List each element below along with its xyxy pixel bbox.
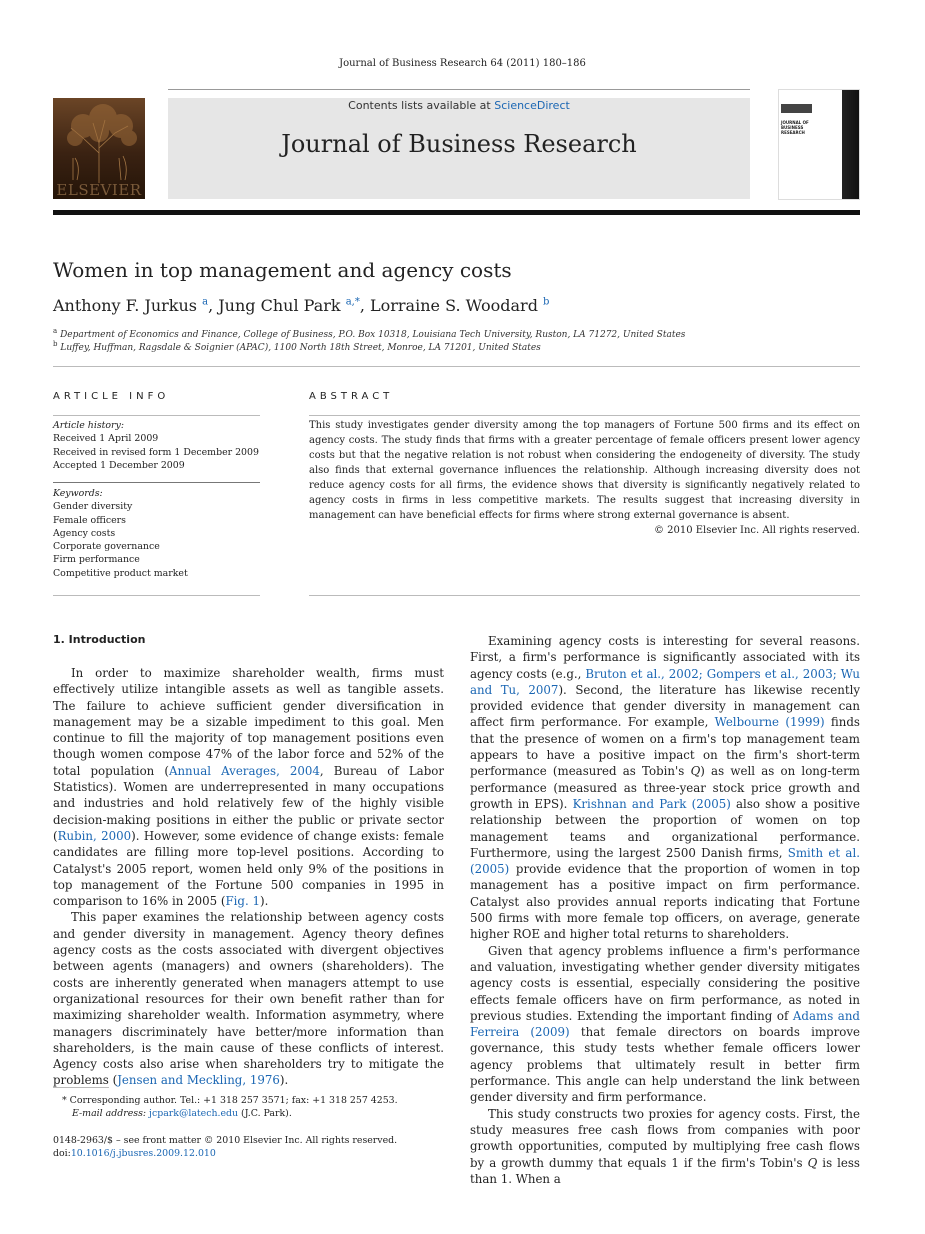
author-name: Lorraine S. Woodard — [370, 296, 538, 315]
section-heading: 1. Introduction — [53, 633, 146, 646]
keyword: Female officers — [53, 514, 126, 526]
citation-link[interactable]: Jensen and Meckling, 1976 — [117, 1073, 280, 1088]
citation-link[interactable]: Bruton et al., 2002; Gompers et al., 2003; Wu and Tu, 2007 — [470, 666, 860, 697]
elsevier-logo — [53, 98, 145, 199]
citation-link[interactable]: Adams and Ferreira (2009) — [470, 1008, 860, 1040]
doi-link[interactable]: 10.1016/j.jbusres.2009.12.010 — [70, 1148, 216, 1159]
history-item: Accepted 1 December 2009 — [53, 459, 185, 471]
citation-link[interactable]: Smith et al. (2005) — [470, 845, 860, 877]
divider — [53, 482, 260, 483]
cover-title: JOURNAL OF BUSINESS RESEARCH — [781, 120, 809, 135]
elsevier-wordmark: ELSEVIER — [56, 181, 142, 199]
paragraph — [470, 943, 860, 1106]
keyword: Gender diversity — [53, 501, 133, 513]
issn-line: 0148-2963/$ – see front matter © 2010 Elsevier Inc. All rights reserved. — [53, 1135, 398, 1146]
variable-q: Q — [807, 1155, 818, 1170]
article-title: Women in top management and agency costs — [53, 258, 512, 282]
keyword: Competitive product market — [53, 567, 188, 579]
cover-image — [781, 104, 812, 113]
divider — [53, 595, 260, 596]
abstract-text: This study investigates gender diversity among the top managers of Fortune 500 firms and its effect on agency costs. The study finds that firms with a greater percentage of female officers present lower agency costs but that the negative relation is not robust when considering the endogeneity of diversity. The study also finds that external governance influences the relationship. Although increasing diversity does not reduce agency costs for all firms, the evidence shows that diversity is significantly negatively related to agency costs in firms in less competitive markets. The results suggest that increasing diversity in management can have beneficial effects for firms where strong external governance is absent. — [309, 420, 860, 521]
text: Examining agency costs is interesting for several reasons. First, a firm's performance is significantly associated with its agency costs (e.g., — [470, 634, 860, 681]
paragraph — [470, 1106, 860, 1187]
cover-stripe — [842, 90, 859, 199]
text: is less than 1. When a — [470, 1155, 860, 1186]
sciencedirect-link[interactable]: ScienceDirect — [494, 99, 570, 112]
corresponding-author-note: * Corresponding author. Tel.: +1 318 257 3571; fax: +1 318 257 4253. — [62, 1095, 398, 1106]
divider — [53, 366, 860, 367]
text: provide evidence that the proportion of women in top management has a positive impact on firm performance. Catalyst also provides annual reports indicating that Fortune 500 firms with more female top officers, on average, generate higher ROE and higher total returns to shareholders. — [470, 862, 860, 942]
history-item: Received in revised form 1 December 2009 — [53, 446, 259, 458]
copyright-notice: © 2010 Elsevier Inc. All rights reserved. — [653, 525, 860, 536]
text: This paper examines the relationship between agency costs and gender diversity in management. Agency theory defines agency costs as the costs associated with divergent objectives between agents (managers) and owners (shareholders). The costs are inherently generated when managers attempt to use organizational resources for their own benefit rather than for maximizing shareholder wealth. Information asymmetry, where managers discriminately have better/more information than shareholders, is the main cause of these conflicts of interest. Agency costs also arise when shareholders try to mitigate the problems ( — [53, 910, 444, 1088]
figure-link[interactable]: Fig. 1 — [225, 894, 260, 909]
text: ). However, some evidence of change exists: female candidates are filling more top-level positions. According to Catalyst's 2005 report, women held only 9% of the positions in top management of the Fortune 500 companies in 1995 in comparison to 16% in 2005 ( — [53, 828, 444, 909]
divider — [309, 595, 860, 596]
text: also show a positive relationship between the proportion of women on top management teams and organizational performance. Furthermore, using the largest 2500 Danish firms, — [470, 796, 860, 860]
body-column-left — [53, 665, 444, 1089]
email-suffix: (J.C. Park). — [238, 1108, 292, 1119]
affiliation-a — [53, 327, 685, 340]
keyword: Agency costs — [53, 527, 116, 539]
affil-text: Department of Economics and Finance, College of Business, P.O. Box 10318, Louisiana Tech University, Ruston, LA 71272, United States — [60, 330, 686, 340]
author-name: Jung Chul Park — [218, 296, 341, 315]
text: ). — [259, 894, 269, 909]
affil-marker: a — [53, 327, 58, 335]
affiliation-b — [53, 340, 541, 353]
text: This study constructs two proxies for agency costs. First, the study measures free cash flows from companies with poor growth opportunities, computed by multiplying free cash flows by a growth dummy that equals 1 if the firm's Tobin's — [470, 1106, 860, 1170]
text: , Bureau of Labor Statistics). Women are underrepresented in many occupations and industries and hold relatively few of the highly visible decision-making positions in either the public or private sector ( — [53, 763, 444, 843]
paragraph — [53, 665, 444, 909]
footnote-rule — [53, 1087, 109, 1088]
contents-prefix: Contents lists available at — [348, 99, 495, 112]
keywords-label: Keywords: — [53, 488, 103, 499]
abstract-body — [309, 418, 860, 538]
divider — [53, 415, 260, 416]
history-label: Article history: — [53, 420, 124, 431]
abstract-heading: ABSTRACT — [309, 391, 394, 402]
keywords — [53, 487, 260, 580]
text: finds that the presence of women on a firm's top management team appears to have a positive impact on the firm's short-term performance (measured as Tobin's — [470, 715, 860, 779]
text: In order to maximize shareholder wealth, firms must effectively utilize intangible assets as well as tangible assets. The failure to achieve sufficient gender diversification in management may be a sizable impediment to this goal. Men continue to fill the majority of top management positions even though women compose 47% of the labor force and 52% of the total population ( — [53, 666, 444, 778]
citation-link[interactable]: Krishnan and Park (2005) — [572, 796, 731, 811]
keyword: Corporate governance — [53, 541, 160, 553]
text: Given that agency problems influence a firm's performance and valuation, investigating whether gender diversity mitigates agency costs is essential, especially considering the positive effects female officers have on firm performance, as noted in previous studies. Extending the important finding of — [470, 943, 860, 1023]
journal-cover-thumbnail — [778, 89, 860, 200]
keyword: Firm performance — [53, 554, 140, 566]
article-info-heading: ARTICLE INFO — [53, 391, 170, 402]
footnote — [62, 1094, 398, 1120]
journal-citation-line: Journal of Business Research 64 (2011) 180–186 — [339, 58, 586, 69]
paragraph — [53, 909, 444, 1088]
author-name: Anthony F. Jurkus — [53, 296, 198, 315]
author-list: Anthony F. Jurkus $^a$, Jung Chul Park $^{a,*}$, Lorraine S. Woodard $^b$ — [53, 296, 550, 315]
header-thick-rule — [53, 210, 860, 215]
affil-text: Luffey, Huffman, Ragsdale & Soignier (APAC), 1100 North 18th Street, Monroe, LA 71201, United States — [60, 343, 541, 353]
variable-q: Q — [690, 764, 701, 779]
citation-link[interactable]: Rubin, 2000 — [57, 828, 132, 843]
divider — [309, 415, 860, 416]
history-item: Received 1 April 2009 — [53, 433, 159, 445]
doi-line — [53, 1147, 397, 1160]
header-divider — [168, 89, 750, 90]
author-affil-marker[interactable]: a,* — [345, 296, 360, 308]
citation-link[interactable]: Welbourne (1999) — [714, 715, 825, 730]
paragraph — [470, 633, 860, 943]
journal-title: Journal of Business Research — [281, 130, 637, 158]
email-link[interactable]: jcpark@latech.edu — [149, 1108, 239, 1119]
text: ). — [279, 1073, 289, 1088]
email-line — [62, 1107, 398, 1120]
text: ). Second, the literature has likewise recently provided evidence that gender diversity in management can affect firm performance. For example, — [470, 682, 861, 730]
author-affil-marker[interactable]: a — [202, 296, 209, 308]
email-label: E-mail address: — [72, 1108, 150, 1119]
text: that female directors on boards improve governance, this study tests whether female officers lower agency problems that ultimately result in better firm performance. This angle can help understand the link between gender diversity and firm performance. — [470, 1025, 860, 1105]
citation-link[interactable]: Annual Averages, 2004 — [168, 763, 320, 778]
author-affil-marker[interactable]: b — [543, 296, 550, 308]
text: ) as well as on long-term performance (measured as three-year stock price growth and growth in EPS). — [470, 764, 860, 811]
article-history — [53, 419, 260, 472]
contents-available-line — [168, 99, 750, 112]
doi-block — [53, 1134, 397, 1160]
affil-marker: b — [53, 340, 58, 348]
doi-prefix: doi: — [53, 1148, 71, 1159]
body-column-right — [470, 633, 860, 1187]
